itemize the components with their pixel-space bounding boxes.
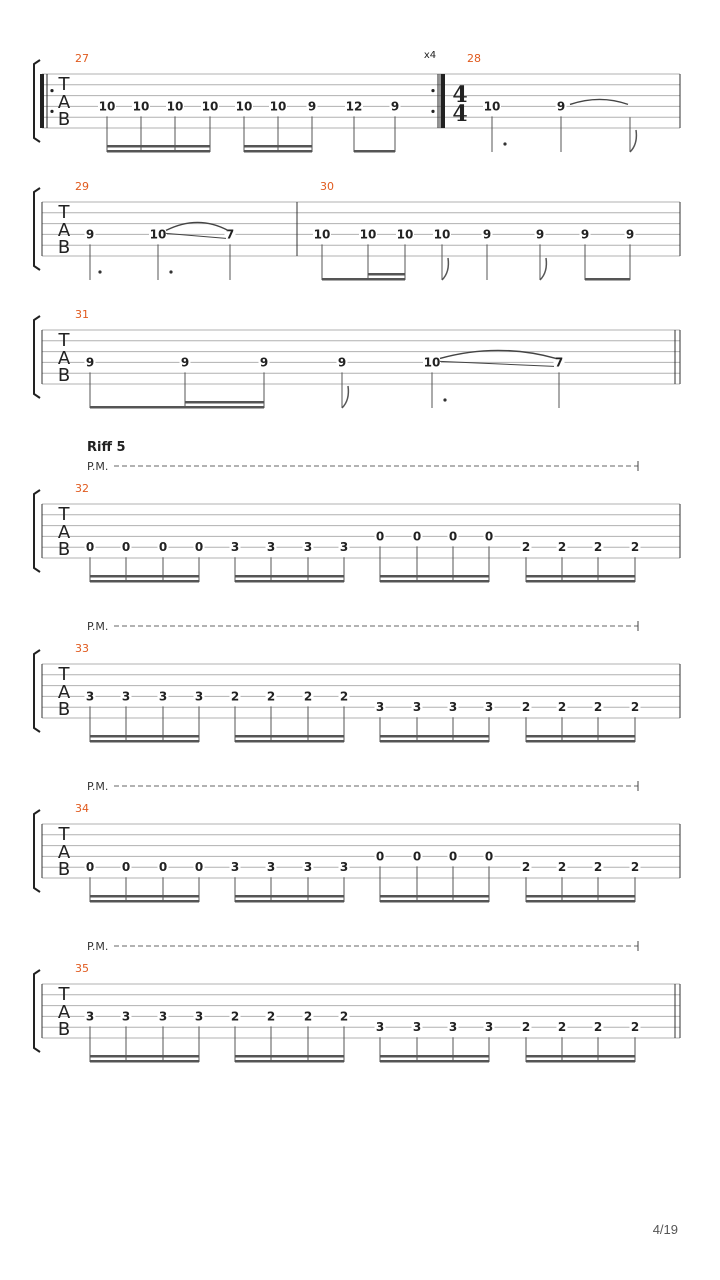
tab-clef-b: B [57, 699, 71, 720]
tab-clef-b: B [57, 237, 71, 258]
beam [90, 580, 199, 583]
tab-clef-a: A [57, 348, 71, 369]
beam [526, 895, 635, 898]
fret-number: 0 [484, 849, 494, 864]
fret-number: 0 [158, 860, 168, 875]
tab-clef-b: B [57, 539, 71, 560]
palm-mute-label: P.M. [87, 780, 109, 793]
time-signature-top: 4 [452, 82, 468, 108]
fret-number: 9 [180, 355, 190, 370]
fret-number: 3 [448, 700, 458, 715]
fret-number: 2 [557, 540, 567, 555]
fret-number: 3 [266, 540, 276, 555]
beam [526, 740, 635, 743]
fret-number: 9 [307, 99, 317, 114]
fret-number: 2 [339, 1009, 349, 1024]
fret-number: 0 [121, 860, 131, 875]
rhythm-dot [503, 142, 506, 145]
fret-number: 10 [423, 355, 441, 370]
fret-number: 3 [194, 689, 204, 704]
beam [380, 895, 489, 898]
fret-number: 2 [521, 1020, 531, 1035]
beam [90, 735, 199, 738]
fret-number: 3 [412, 1020, 422, 1035]
fret-number: 3 [375, 700, 385, 715]
repeat-dot [431, 89, 434, 92]
note-flag [442, 258, 448, 280]
fret-number: 0 [375, 529, 385, 544]
measure-number: 33 [75, 642, 89, 655]
system-bracket [34, 60, 40, 142]
fret-number: 2 [593, 860, 603, 875]
tab-clef-t: T [58, 74, 70, 95]
fret-number: 9 [390, 99, 400, 114]
fret-number: 0 [194, 860, 204, 875]
fret-number: 0 [448, 529, 458, 544]
beam [90, 1060, 199, 1063]
beam [90, 895, 199, 898]
fret-number: 0 [448, 849, 458, 864]
system-bracket [34, 316, 40, 398]
beam [380, 735, 489, 738]
measure-number: 35 [75, 962, 89, 975]
repeat-count: x4 [423, 50, 437, 61]
tab-clef-a: A [57, 220, 71, 241]
tab-clef-a: A [57, 842, 71, 863]
fret-number: 0 [121, 540, 131, 555]
beam [380, 580, 489, 583]
fret-number: 9 [85, 227, 95, 242]
palm-mute-label: P.M. [87, 620, 109, 633]
fret-number: 10 [269, 99, 287, 114]
fret-number: 3 [484, 1020, 494, 1035]
fret-number: 3 [266, 860, 276, 875]
riff-label: Riff 5 [87, 440, 126, 455]
measure-number: 29 [75, 180, 89, 193]
fret-number: 9 [580, 227, 590, 242]
fret-number: 2 [303, 689, 313, 704]
fret-number: 0 [85, 540, 95, 555]
fret-number: 9 [482, 227, 492, 242]
fret-number: 0 [412, 849, 422, 864]
repeat-start-thick [40, 74, 44, 128]
fret-number: 0 [375, 849, 385, 864]
fret-number: 3 [121, 689, 131, 704]
tab-clef-b: B [57, 859, 71, 880]
fret-number: 12 [345, 99, 363, 114]
beam [235, 740, 344, 743]
fret-number: 3 [85, 689, 95, 704]
fret-number: 2 [339, 689, 349, 704]
fret-number: 10 [235, 99, 253, 114]
beam [526, 735, 635, 738]
fret-number: 2 [230, 1009, 240, 1024]
fret-number: 3 [339, 860, 349, 875]
fret-number: 10 [132, 99, 150, 114]
palm-mute-label: P.M. [87, 460, 109, 473]
beam [235, 900, 344, 903]
measure-number: 31 [75, 308, 89, 321]
fret-number: 2 [266, 1009, 276, 1024]
fret-number: 7 [225, 227, 235, 242]
fret-number: 9 [337, 355, 347, 370]
tab-clef-t: T [58, 984, 70, 1005]
fret-number: 3 [448, 1020, 458, 1035]
repeat-end-thick [441, 74, 445, 128]
fret-number: 7 [554, 355, 564, 370]
fret-number: 2 [303, 1009, 313, 1024]
beam [380, 740, 489, 743]
fret-number: 10 [149, 227, 167, 242]
repeat-dot [50, 89, 53, 92]
fret-number: 3 [303, 540, 313, 555]
system-bracket [34, 650, 40, 732]
beam [585, 278, 630, 281]
beam [235, 580, 344, 583]
beam [185, 406, 264, 409]
fret-number: 2 [593, 700, 603, 715]
rhythm-dot [443, 398, 446, 401]
fret-number: 10 [201, 99, 219, 114]
beam [380, 1060, 489, 1063]
fret-number: 3 [339, 540, 349, 555]
beam [526, 900, 635, 903]
measure-number: 30 [320, 180, 334, 193]
fret-number: 10 [313, 227, 331, 242]
tab-clef-b: B [57, 1019, 71, 1040]
fret-number: 10 [483, 99, 501, 114]
fret-number: 10 [433, 227, 451, 242]
fret-number: 10 [98, 99, 116, 114]
beam [235, 575, 344, 578]
tab-clef-a: A [57, 1002, 71, 1023]
tab-clef-b: B [57, 109, 71, 130]
beam [526, 580, 635, 583]
palm-mute-label: P.M. [87, 940, 109, 953]
beam [235, 735, 344, 738]
measure-number: 32 [75, 482, 89, 495]
tab-clef-t: T [58, 664, 70, 685]
beam [368, 273, 405, 276]
fret-number: 2 [266, 689, 276, 704]
fret-number: 3 [85, 1009, 95, 1024]
measure-number: 27 [75, 52, 89, 65]
rhythm-dot [169, 270, 172, 273]
tab-clef-t: T [58, 330, 70, 351]
fret-number: 3 [484, 700, 494, 715]
fret-number: 2 [557, 700, 567, 715]
note-flag [630, 130, 636, 152]
system-bracket [34, 970, 40, 1052]
beam [235, 1055, 344, 1058]
beam [185, 401, 264, 404]
beam [90, 575, 199, 578]
beam [526, 1055, 635, 1058]
page-number: 4/19 [652, 1222, 678, 1237]
tab-clef-t: T [58, 504, 70, 525]
beam [244, 145, 312, 148]
fret-number: 10 [396, 227, 414, 242]
fret-number: 9 [625, 227, 635, 242]
fret-number: 0 [158, 540, 168, 555]
fret-number: 2 [230, 689, 240, 704]
tab-clef-a: A [57, 682, 71, 703]
system-bracket [34, 490, 40, 572]
fret-number: 0 [412, 529, 422, 544]
fret-number: 9 [556, 99, 566, 114]
time-signature-bottom: 4 [452, 101, 468, 127]
note-flag [540, 258, 546, 280]
beam [380, 900, 489, 903]
repeat-dot [50, 110, 53, 113]
measure-number: 28 [467, 52, 481, 65]
tab-clef-b: B [57, 365, 71, 386]
beam [90, 740, 199, 743]
beam [244, 150, 278, 153]
fret-number: 0 [85, 860, 95, 875]
tie [570, 99, 628, 104]
fret-number: 9 [85, 355, 95, 370]
beam [368, 278, 405, 281]
fret-number: 2 [521, 700, 531, 715]
beam [90, 1055, 199, 1058]
beam [107, 150, 210, 153]
fret-number: 2 [630, 700, 640, 715]
fret-number: 3 [194, 1009, 204, 1024]
beam [354, 150, 395, 153]
fret-number: 3 [230, 860, 240, 875]
fret-number: 2 [593, 540, 603, 555]
note-flag [342, 386, 348, 408]
fret-number: 2 [557, 1020, 567, 1035]
beam [107, 145, 210, 148]
tab-clef-a: A [57, 92, 71, 113]
fret-number: 2 [521, 540, 531, 555]
beam [380, 575, 489, 578]
fret-number: 3 [412, 700, 422, 715]
beam [526, 1060, 635, 1063]
fret-number: 2 [630, 1020, 640, 1035]
fret-number: 2 [630, 860, 640, 875]
measure-number: 34 [75, 802, 89, 815]
fret-number: 3 [158, 1009, 168, 1024]
fret-number: 3 [158, 689, 168, 704]
repeat-dot [431, 110, 434, 113]
fret-number: 2 [630, 540, 640, 555]
beam [526, 575, 635, 578]
beam [380, 1055, 489, 1058]
system-bracket [34, 188, 40, 270]
fret-number: 2 [521, 860, 531, 875]
tab-clef-t: T [58, 202, 70, 223]
beam [235, 1060, 344, 1063]
fret-number: 9 [259, 355, 269, 370]
beam [235, 895, 344, 898]
fret-number: 3 [303, 860, 313, 875]
fret-number: 3 [230, 540, 240, 555]
system-bracket [34, 810, 40, 892]
beam [90, 900, 199, 903]
fret-number: 2 [593, 1020, 603, 1035]
fret-number: 0 [194, 540, 204, 555]
fret-number: 3 [121, 1009, 131, 1024]
tab-clef-t: T [58, 824, 70, 845]
fret-number: 10 [166, 99, 184, 114]
fret-number: 10 [359, 227, 377, 242]
fret-number: 9 [535, 227, 545, 242]
fret-number: 0 [484, 529, 494, 544]
fret-number: 3 [375, 1020, 385, 1035]
tab-clef-a: A [57, 522, 71, 543]
rhythm-dot [98, 270, 101, 273]
fret-number: 2 [557, 860, 567, 875]
